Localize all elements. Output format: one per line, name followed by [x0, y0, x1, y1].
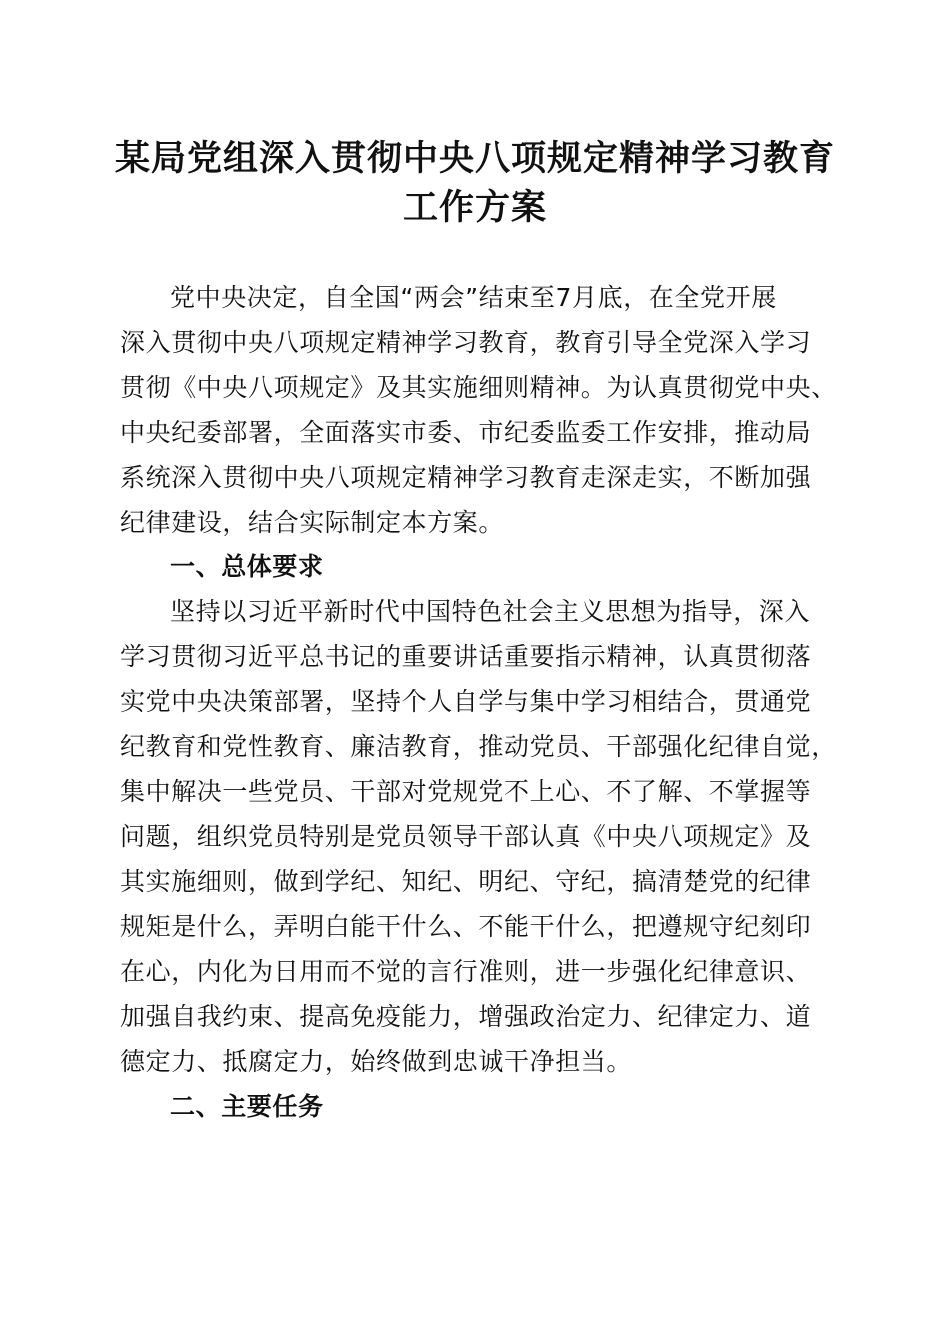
intro-line: 纪律建设，结合实际制定本方案。: [120, 508, 505, 537]
section1-line: 纪教育和党性教育、廉洁教育，推动党员、干部强化纪律自觉，: [120, 732, 837, 761]
document-title-line-1: 某局党组深入贯彻中央八项规定精神学习教育: [114, 138, 835, 179]
section1-line: 其实施细则，做到学纪、知纪、明纪、守纪，搞清楚党的纪律: [120, 867, 812, 896]
section1-line: 在心，内化为日用而不觉的言行准则，进一步强化纪律意识、: [120, 957, 812, 986]
intro-line: 中央纪委部署，全面落实市委、市纪委监委工作安排，推动局: [120, 418, 812, 447]
section1-line: 学习贯彻习近平总书记的重要讲话重要指示精神，认真贯彻落: [120, 642, 812, 671]
section-heading-general-requirements: 一、总体要求: [170, 552, 324, 581]
intro-line: 贯彻《中央八项规定》及其实施细则精神。为认真贯彻党中央、: [120, 373, 837, 402]
document-title-line-2: 工作方案: [402, 187, 547, 228]
section-heading-main-tasks: 二、主要任务: [170, 1092, 324, 1121]
section1-line: 规矩是什么，弄明白能干什么、不能干什么，把遵规守纪刻印: [120, 912, 812, 941]
section1-line: 问题，组织党员特别是党员领导干部认真《中央八项规定》及: [120, 822, 812, 851]
intro-line: 党中央决定，自全国“两会”结束至7月底，在全党开展: [170, 283, 777, 312]
intro-line: 深入贯彻中央八项规定精神学习教育，教育引导全党深入学习: [120, 328, 812, 357]
section1-line: 集中解决一些党员、干部对党规党不上心、不了解、不掌握等: [120, 777, 812, 806]
section1-line: 实党中央决策部署，坚持个人自学与集中学习相结合，贯通党: [120, 687, 812, 716]
section1-line: 坚持以习近平新时代中国特色社会主义思想为指导，深入: [170, 597, 811, 626]
intro-line: 系统深入贯彻中央八项规定精神学习教育走深走实，不断加强: [120, 463, 812, 492]
section1-line: 德定力、抵腐定力，始终做到忠诚干净担当。: [120, 1047, 633, 1076]
section1-line: 加强自我约束、提高免疫能力，增强政治定力、纪律定力、道: [120, 1002, 812, 1031]
